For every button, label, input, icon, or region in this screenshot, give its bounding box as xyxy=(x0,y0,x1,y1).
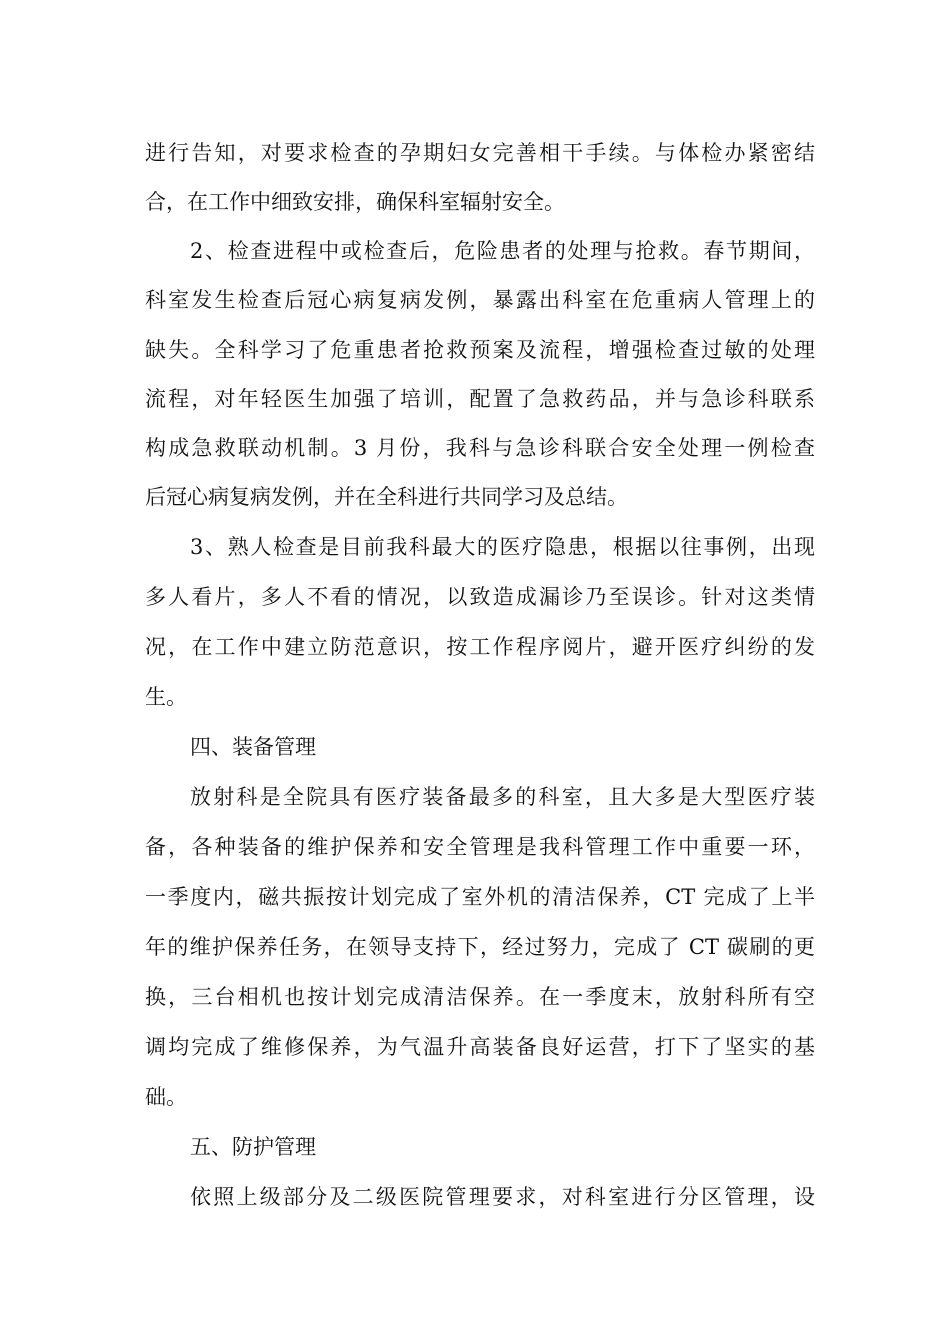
text-line: 换，三台相机也按计划完成清洁保养。在一季度末，放射科所有空 xyxy=(145,985,815,1009)
text-line: 础。 xyxy=(145,1085,187,1109)
section-heading: 五、防护管理 xyxy=(190,1135,316,1159)
text-line: 调均完成了维修保养，为气温升高装备良好运营，打下了坚实的基 xyxy=(145,1035,815,1059)
text-line: 构成急救联动机制。3 月份，我科与急诊科联合安全处理一例检查 xyxy=(145,436,815,460)
text-line: 生。 xyxy=(145,685,187,709)
text-line: 多人看片，多人不看的情况，以致造成漏诊乃至误诊。针对这类情 xyxy=(145,585,815,609)
text-line: 依照上级部分及二级医院管理要求，对科室进行分区管理，设 xyxy=(190,1185,815,1209)
text-line: 科室发生检查后冠心病复病发例，暴露出科室在危重病人管理上的 xyxy=(145,288,815,312)
text-line: 放射科是全院具有医疗装备最多的科室，且大多是大型医疗装 xyxy=(190,785,815,809)
section-heading: 四、装备管理 xyxy=(190,735,316,759)
text-line: 2、检查进程中或检查后，危险患者的处理与抢救。春节期间， xyxy=(190,239,815,263)
text-line: 备，各种装备的维护保养和安全管理是我科管理工作中重要一环， xyxy=(145,835,815,859)
text-line: 年的维护保养任务，在领导支持下，经过努力，完成了 CT 碳刷的更 xyxy=(145,935,815,959)
text-line: 况，在工作中建立防范意识，按工作程序阅片，避开医疗纠纷的发 xyxy=(145,635,815,659)
text-line: 3、熟人检查是目前我科最大的医疗隐患，根据以往事例，出现 xyxy=(190,535,815,559)
text-line: 缺失。全科学习了危重患者抢救预案及流程，增强检查过敏的处理 xyxy=(145,338,815,362)
text-line: 进行告知，对要求检查的孕期妇女完善相干手续。与体检办紧密结 xyxy=(145,141,815,165)
text-line: 合，在工作中细致安排，确保科室辐射安全。 xyxy=(145,190,565,214)
text-line: 一季度内，磁共振按计划完成了室外机的清洁保养，CT 完成了上半 xyxy=(145,885,815,909)
text-line: 后冠心病复病发例，并在全科进行共同学习及总结。 xyxy=(145,485,628,509)
text-line: 流程，对年轻医生加强了培训，配置了急救药品，并与急诊科联系 xyxy=(145,387,815,411)
